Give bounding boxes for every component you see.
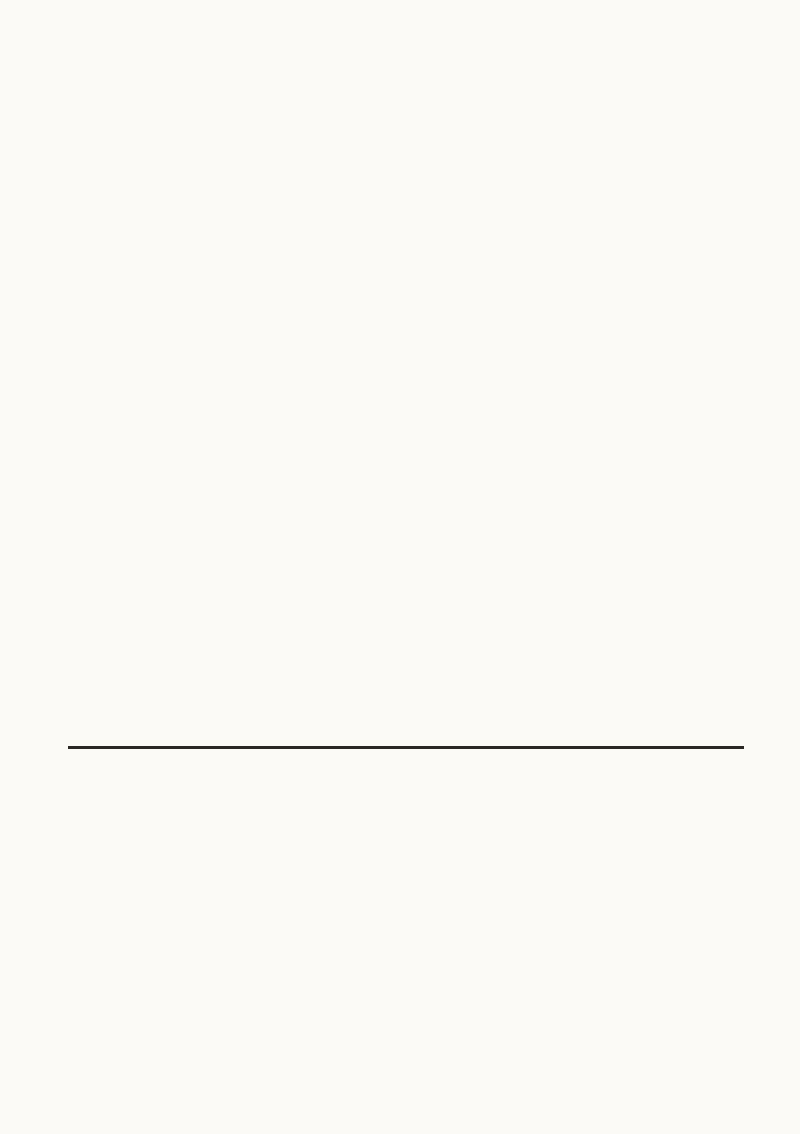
- ornamental-divider: [98, 655, 702, 675]
- footer: [0, 1086, 800, 1110]
- horizontal-rule: [68, 746, 744, 749]
